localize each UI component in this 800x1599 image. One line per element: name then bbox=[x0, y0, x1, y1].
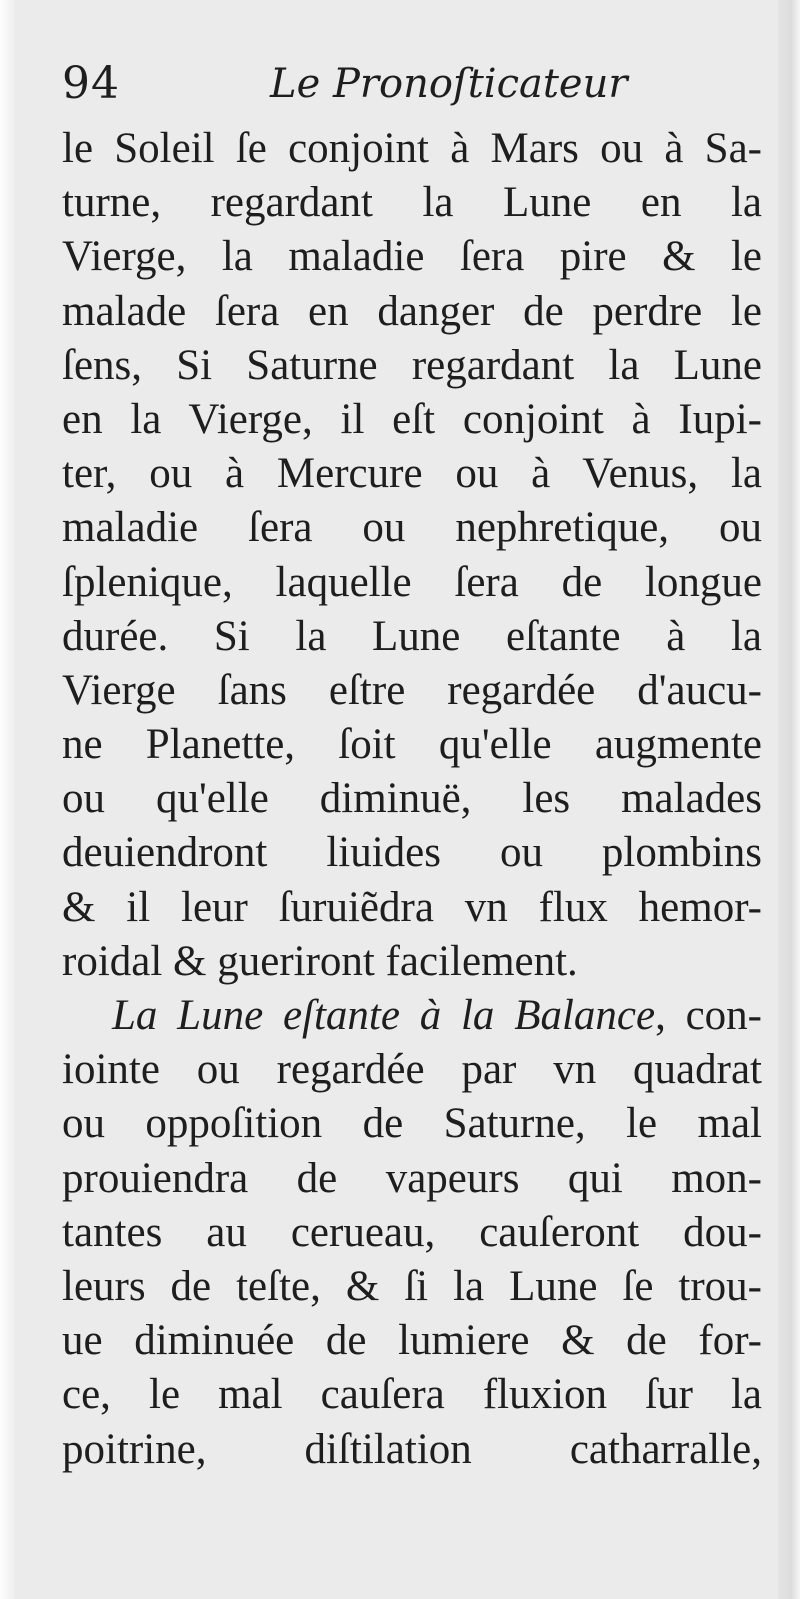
text-line: tantes au cerueau, cauſeront dou- bbox=[62, 1208, 762, 1256]
text-line: ue diminuée de lumiere & de for- bbox=[62, 1317, 762, 1365]
text-line: deuiendront liuides ou plombins bbox=[62, 829, 762, 877]
text-line: durée. Si la Lune eſtante à la bbox=[62, 612, 762, 660]
text-line: en la Vierge, il eſt conjoint à Iupi- bbox=[62, 395, 762, 443]
scan-left-edge bbox=[0, 0, 14, 1599]
text-line: ſplenique, laquelle ſera de longue bbox=[62, 558, 762, 606]
text-line: Vierge, la maladie ſera pire & le bbox=[62, 233, 762, 281]
body-text bbox=[62, 122, 762, 1477]
text-line: Vierge ſans eſtre regardée d'aucu- bbox=[62, 666, 762, 714]
text-line: ne Planette, ſoit qu'elle augmente bbox=[62, 721, 762, 769]
text-line: ter, ou à Mercure ou à Venus, la bbox=[62, 450, 762, 498]
text-line: ou oppoſition de Saturne, le mal bbox=[62, 1100, 762, 1148]
text-line: & il leur ſuruiẽdra vn flux hemor- bbox=[62, 883, 762, 931]
running-title: Le Pronoſticateur bbox=[270, 61, 628, 107]
line-continuation: , con- bbox=[655, 992, 762, 1039]
text-line: poitrine, diſtilation catharralle, bbox=[62, 1425, 762, 1473]
page-number: 94 bbox=[62, 58, 120, 109]
text-line: roidal & gueriront facilement. bbox=[62, 937, 578, 985]
text-line: iointe ou regardée par vn quadrat bbox=[62, 1046, 762, 1094]
text-line: ſens, Si Saturne regardant la Lune bbox=[62, 341, 762, 389]
scan-right-edge bbox=[778, 0, 800, 1599]
text-line: prouiendra de vapeurs qui mon- bbox=[62, 1154, 762, 1202]
italic-phrase: La Lune eſtante à la Balance bbox=[112, 992, 656, 1039]
text-line: turne, regardant la Lune en la bbox=[62, 179, 762, 227]
text-line: leurs de teſte, & ſi la Lune ſe trou- bbox=[62, 1262, 762, 1310]
text-line: le Soleil ſe conjoint à Mars ou à Sa- bbox=[62, 125, 762, 172]
paragraph-first-line bbox=[62, 989, 762, 1043]
text-line: ou qu'elle diminuë, les malades bbox=[62, 775, 762, 823]
text-line: malade ſera en danger de perdre le bbox=[62, 287, 762, 335]
text-line: maladie ſera ou nephretique, ou bbox=[62, 504, 762, 552]
text-line: ce, le mal cauſera fluxion ſur la bbox=[62, 1371, 762, 1419]
page-header bbox=[62, 50, 762, 114]
